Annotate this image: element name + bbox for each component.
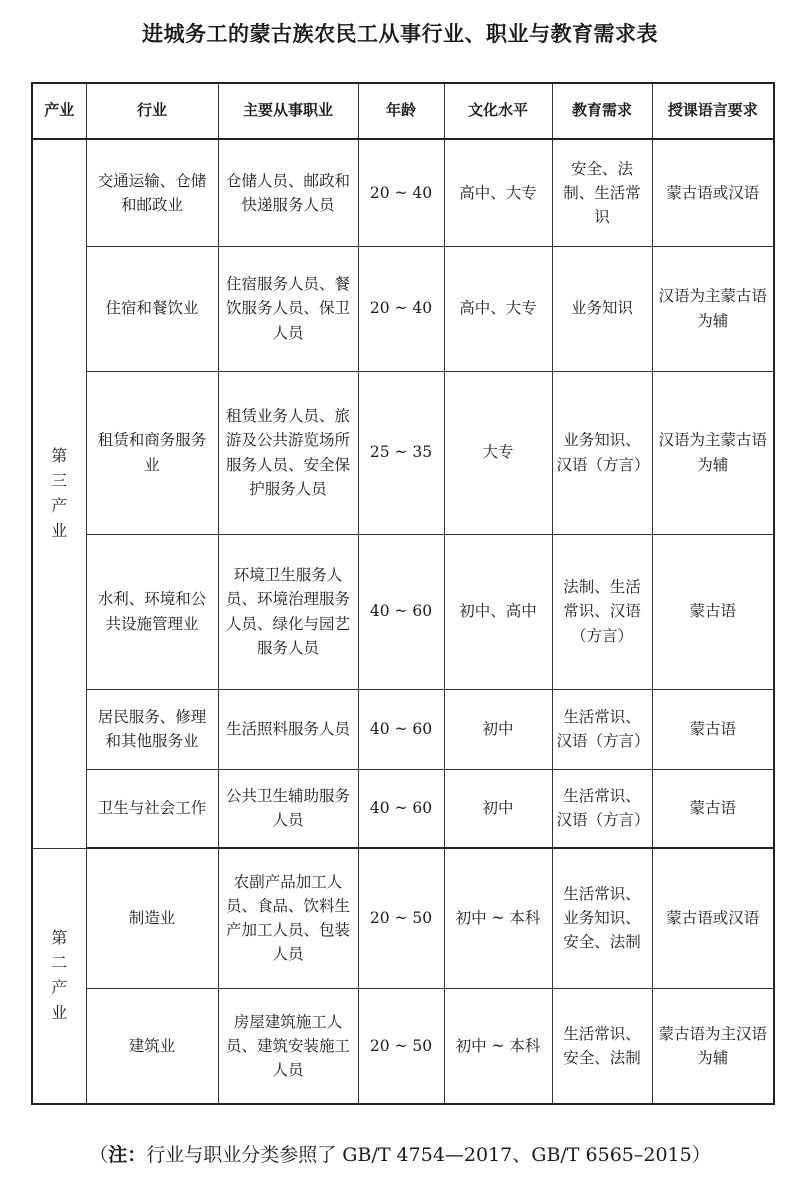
column-header: 主要从事职业 <box>218 83 358 139</box>
industry-cell: 租赁和商务服务业 <box>86 371 218 534</box>
industry-cell: 交通运输、仓储和邮政业 <box>86 139 218 246</box>
occupation-cell: 仓储人员、邮政和快递服务人员 <box>218 139 358 246</box>
industry-table <box>31 82 775 1105</box>
language-cell: 汉语为主蒙古语为辅 <box>652 371 774 534</box>
industry-cell: 水利、环境和公共设施管理业 <box>86 534 218 689</box>
age-cell: 20 ~ 50 <box>358 848 444 988</box>
age-cell: 20 ~ 50 <box>358 988 444 1104</box>
table-row <box>32 371 774 534</box>
column-header: 年龄 <box>358 83 444 139</box>
sector-label: 第二产业 <box>51 928 68 1022</box>
education-cell: 高中、大专 <box>444 246 552 371</box>
table-row <box>32 534 774 689</box>
table-row <box>32 988 774 1104</box>
age-cell: 25 ~ 35 <box>358 371 444 534</box>
age-cell: 40 ~ 60 <box>358 689 444 769</box>
age-cell: 20 ~ 40 <box>358 139 444 246</box>
education-cell: 大专 <box>444 371 552 534</box>
footnote-text: 行业与职业分类参照了 GB/T 4754—2017、GB/T 6565–2015 <box>146 1144 692 1166</box>
needs-cell: 生活常识、汉语（方言） <box>552 769 652 848</box>
occupation-cell: 生活照料服务人员 <box>218 689 358 769</box>
table-row <box>32 769 774 848</box>
age-cell: 40 ~ 60 <box>358 769 444 848</box>
language-cell: 蒙古语或汉语 <box>652 848 774 988</box>
language-cell: 蒙古语或汉语 <box>652 139 774 246</box>
education-cell: 初中 ~ 本科 <box>444 988 552 1104</box>
education-cell: 初中 <box>444 769 552 848</box>
needs-cell: 生活常识、汉语（方言） <box>552 689 652 769</box>
education-cell: 初中、高中 <box>444 534 552 689</box>
sector-cell <box>32 848 86 1104</box>
language-cell: 蒙古语为主汉语为辅 <box>652 988 774 1104</box>
table-row <box>32 139 774 246</box>
language-cell: 蒙古语 <box>652 769 774 848</box>
industry-cell: 居民服务、修理和其他服务业 <box>86 689 218 769</box>
table-row <box>32 848 774 988</box>
column-header: 行业 <box>86 83 218 139</box>
needs-cell: 法制、生活常识、汉语（方言） <box>552 534 652 689</box>
page-title: 进城务工的蒙古族农民工从事行业、职业与教育需求表 <box>142 22 658 46</box>
table-row <box>32 246 774 371</box>
footnote: （注：行业与职业分类参照了 GB/T 4754—2017、GB/T 6565–2015） <box>89 1144 711 1166</box>
needs-cell: 业务知识 <box>552 246 652 371</box>
header-row <box>32 83 774 139</box>
language-cell: 汉语为主蒙古语为辅 <box>652 246 774 371</box>
age-cell: 20 ~ 40 <box>358 246 444 371</box>
language-cell: 蒙古语 <box>652 534 774 689</box>
occupation-cell: 农副产品加工人员、食品、饮料生产加工人员、包装人员 <box>218 848 358 988</box>
column-header: 文化水平 <box>444 83 552 139</box>
language-cell: 蒙古语 <box>652 689 774 769</box>
occupation-cell: 公共卫生辅助服务人员 <box>218 769 358 848</box>
industry-cell: 卫生与社会工作 <box>86 769 218 848</box>
table-row <box>32 689 774 769</box>
occupation-cell: 住宿服务人员、餐饮服务人员、保卫人员 <box>218 246 358 371</box>
needs-cell: 生活常识、业务知识、安全、法制 <box>552 848 652 988</box>
education-cell: 高中、大专 <box>444 139 552 246</box>
sector-cell <box>32 139 86 848</box>
column-header: 教育需求 <box>552 83 652 139</box>
industry-cell: 制造业 <box>86 848 218 988</box>
needs-cell: 安全、法制、生活常识 <box>552 139 652 246</box>
industry-cell: 建筑业 <box>86 988 218 1104</box>
education-cell: 初中 ~ 本科 <box>444 848 552 988</box>
occupation-cell: 房屋建筑施工人员、建筑安装施工人员 <box>218 988 358 1104</box>
sector-label: 第三产业 <box>51 446 68 540</box>
column-header: 产业 <box>32 83 86 139</box>
needs-cell: 生活常识、安全、法制 <box>552 988 652 1104</box>
needs-cell: 业务知识、汉语（方言） <box>552 371 652 534</box>
age-cell: 40 ~ 60 <box>358 534 444 689</box>
footnote-label: 注： <box>108 1144 147 1166</box>
occupation-cell: 租赁业务人员、旅游及公共游览场所服务人员、安全保护服务人员 <box>218 371 358 534</box>
education-cell: 初中 <box>444 689 552 769</box>
industry-cell: 住宿和餐饮业 <box>86 246 218 371</box>
occupation-cell: 环境卫生服务人员、环境治理服务人员、绿化与园艺服务人员 <box>218 534 358 689</box>
column-header: 授课语言要求 <box>652 83 774 139</box>
